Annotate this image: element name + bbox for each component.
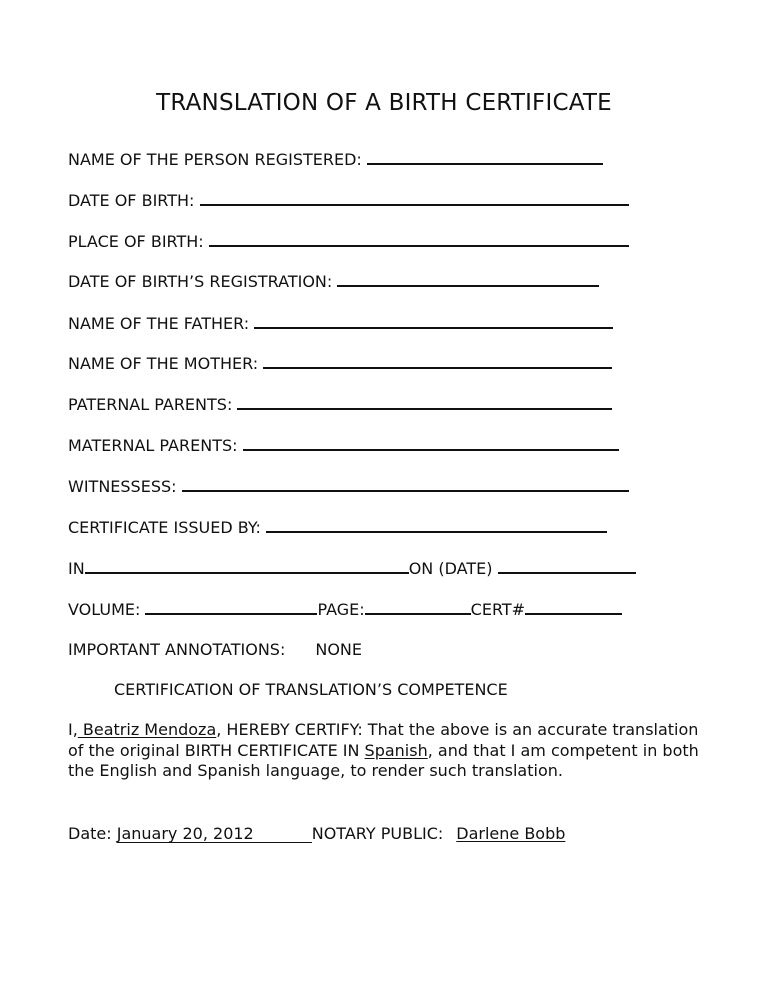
field-volume-page-cert: [68, 599, 622, 620]
notary-label: NOTARY PUBLIC:: [311, 824, 444, 843]
blank-line: [337, 271, 599, 287]
blank-line: [145, 599, 317, 615]
blank-line: [209, 231, 629, 247]
field-issued-by: [68, 517, 607, 538]
blank-line: [525, 599, 622, 615]
field-annotations: [68, 640, 362, 660]
blank-line: [498, 558, 636, 574]
field-date-of-birth: [68, 190, 629, 211]
certification-text-1: , HEREBY CERTIFY: That the above is an accurate translation of the original BIRTH CERTIFICATE IN: [68, 720, 699, 760]
certification-prefix: I,: [68, 720, 78, 739]
field-label: NAME OF THE FATHER:: [68, 314, 250, 333]
blank-line: [243, 435, 619, 451]
blank-line: [263, 353, 612, 369]
field-label: PATERNAL PARENTS:: [68, 395, 233, 414]
field-label-in: IN: [68, 559, 85, 578]
field-label: NAME OF THE PERSON REGISTERED:: [68, 150, 362, 169]
certification-heading: CERTIFICATION OF TRANSLATION’S COMPETENCE: [114, 680, 508, 699]
field-label: IMPORTANT ANNOTATIONS:: [68, 640, 286, 659]
blank-line: [365, 599, 471, 615]
blank-line: [254, 313, 613, 329]
field-label-cert: CERT#: [470, 600, 526, 619]
field-label: DATE OF BIRTH:: [68, 191, 195, 210]
field-label-on-date: ON (DATE): [408, 559, 493, 578]
translator-name: Beatriz Mendoza: [77, 720, 217, 739]
field-label-volume: VOLUME:: [68, 600, 141, 619]
signature-line: [68, 824, 565, 844]
source-language: Spanish: [364, 740, 428, 760]
field-label: NAME OF THE MOTHER:: [68, 354, 259, 373]
blank-line: [85, 558, 409, 574]
field-mother: [68, 353, 612, 374]
blank-line: [266, 517, 607, 533]
notary-value: Darlene Bobb: [456, 824, 566, 843]
field-maternal-parents: [68, 435, 619, 456]
field-label: WITNESSESS:: [68, 477, 177, 496]
field-date-of-registration: [68, 271, 599, 292]
field-label: MATERNAL PARENTS:: [68, 436, 238, 455]
blank-line: [182, 476, 629, 492]
field-label: DATE OF BIRTH’S REGISTRATION:: [68, 272, 333, 291]
field-name-registered: [68, 149, 603, 170]
date-label: Date:: [68, 824, 112, 843]
field-label: PLACE OF BIRTH:: [68, 232, 204, 251]
document-title: TRANSLATION OF A BIRTH CERTIFICATE: [156, 90, 612, 116]
annotations-value: NONE: [315, 640, 362, 659]
date-value: January 20, 2012: [117, 825, 312, 843]
blank-line: [237, 394, 612, 410]
field-label: CERTIFICATE ISSUED BY:: [68, 518, 261, 537]
field-witnesses: [68, 476, 629, 497]
certification-paragraph: [68, 720, 708, 782]
field-label-page: PAGE:: [317, 600, 365, 619]
field-place-of-birth: [68, 231, 629, 252]
field-in-on-date: [68, 558, 636, 579]
certification-text-2: , and that I am competent in both the English and Spanish language, to render such translation.: [68, 740, 699, 780]
field-father: [68, 313, 613, 334]
blank-line: [367, 149, 603, 165]
blank-line: [200, 190, 629, 206]
field-paternal-parents: [68, 394, 612, 415]
